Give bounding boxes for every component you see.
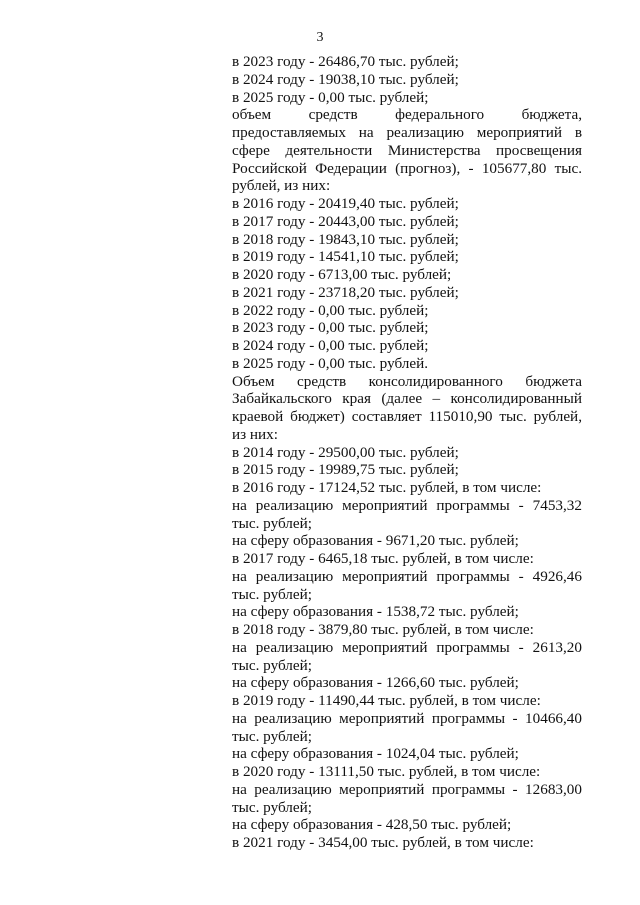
text-line: Забайкальского края (далее – консолидированный [232,390,582,408]
text-line: тыс. рублей; [232,514,312,532]
text-line: в 2024 году - 0,00 тыс. рублей; [232,337,429,354]
text-line: в 2016 году - 20419,40 тыс. рублей; [232,195,459,212]
text-line: Российской Федерации (прогноз), - 105677,80 тыс. [232,159,582,177]
text-line: на сферу образования - 428,50 тыс. рублей; [232,816,512,834]
text-line: на сферу образования - 1266,60 тыс. рублей; [232,674,519,692]
text-line: в 2025 году - 0,00 тыс. рублей. [232,354,429,372]
text-line: на реализацию мероприятий программы - 7453,32 [232,496,582,514]
text-line: в 2017 году - 6465,18 тыс. рублей, в том числе: [232,550,534,567]
text-line: в 2019 году - 14541,10 тыс. рублей; [232,248,459,266]
text-line: на реализацию мероприятий программы - 12683,00 [232,780,582,798]
text-line: из них: [232,425,278,443]
text-line: краевой бюджет) составляет 115010,90 тыс. рублей, [232,408,582,425]
text-line: рублей, из них: [232,177,331,195]
text-line: в 2016 году - 17124,52 тыс. рублей, в том числе: [232,479,542,496]
text-line: на сферу образования - 1024,04 тыс. рублей; [232,745,519,763]
text-line: в 2015 году - 19989,75 тыс. рублей; [232,461,459,479]
text-line: в 2020 году - 13111,50 тыс. рублей, в том числе: [232,763,541,780]
text-line: на реализацию мероприятий программы - 10466,40 [232,709,582,727]
document-body [232,53,582,852]
text-line: в 2022 году - 0,00 тыс. рублей; [232,301,429,319]
text-line: тыс. рублей; [232,656,312,674]
text-line: на реализацию мероприятий программы - 4926,46 [232,567,582,585]
text-line: в 2023 году - 0,00 тыс. рублей; [232,319,429,337]
text-line: в 2018 году - 19843,10 тыс. рублей; [232,230,459,248]
page-number: 3 [316,30,324,45]
text-line: предоставляемых на реализацию мероприятий в [232,124,582,141]
text-line: в 2017 году - 20443,00 тыс. рублей; [232,212,459,230]
text-line: на реализацию мероприятий программы - 2613,20 [232,638,582,656]
text-line: тыс. рублей; [232,727,312,745]
text-line: в 2025 году - 0,00 тыс. рублей; [232,88,429,106]
text-line: тыс. рублей; [232,798,312,816]
text-line: объем средств федерального бюджета, [232,106,582,124]
text-line: тыс. рублей; [232,585,312,603]
text-line: в 2019 году - 11490,44 тыс. рублей, в том числе: [232,692,541,709]
text-line: в 2023 году - 26486,70 тыс. рублей; [232,53,459,70]
text-line: сфере деятельности Министерства просвещения [232,141,582,159]
text-line: в 2018 году - 3879,80 тыс. рублей, в том числе: [232,621,534,638]
text-line: в 2020 году - 6713,00 тыс. рублей; [232,266,452,283]
text-line: на сферу образования - 1538,72 тыс. рублей; [232,603,519,621]
text-line: на сферу образования - 9671,20 тыс. рублей; [232,532,519,550]
text-line: в 2021 году - 3454,00 тыс. рублей, в том числе: [232,834,534,851]
text-line: в 2021 году - 23718,20 тыс. рублей; [232,283,459,301]
text-line: в 2014 году - 29500,00 тыс. рублей; [232,443,459,461]
text-line: в 2024 году - 19038,10 тыс. рублей; [232,70,459,88]
text-line: Объем средств консолидированного бюджета [232,372,582,390]
